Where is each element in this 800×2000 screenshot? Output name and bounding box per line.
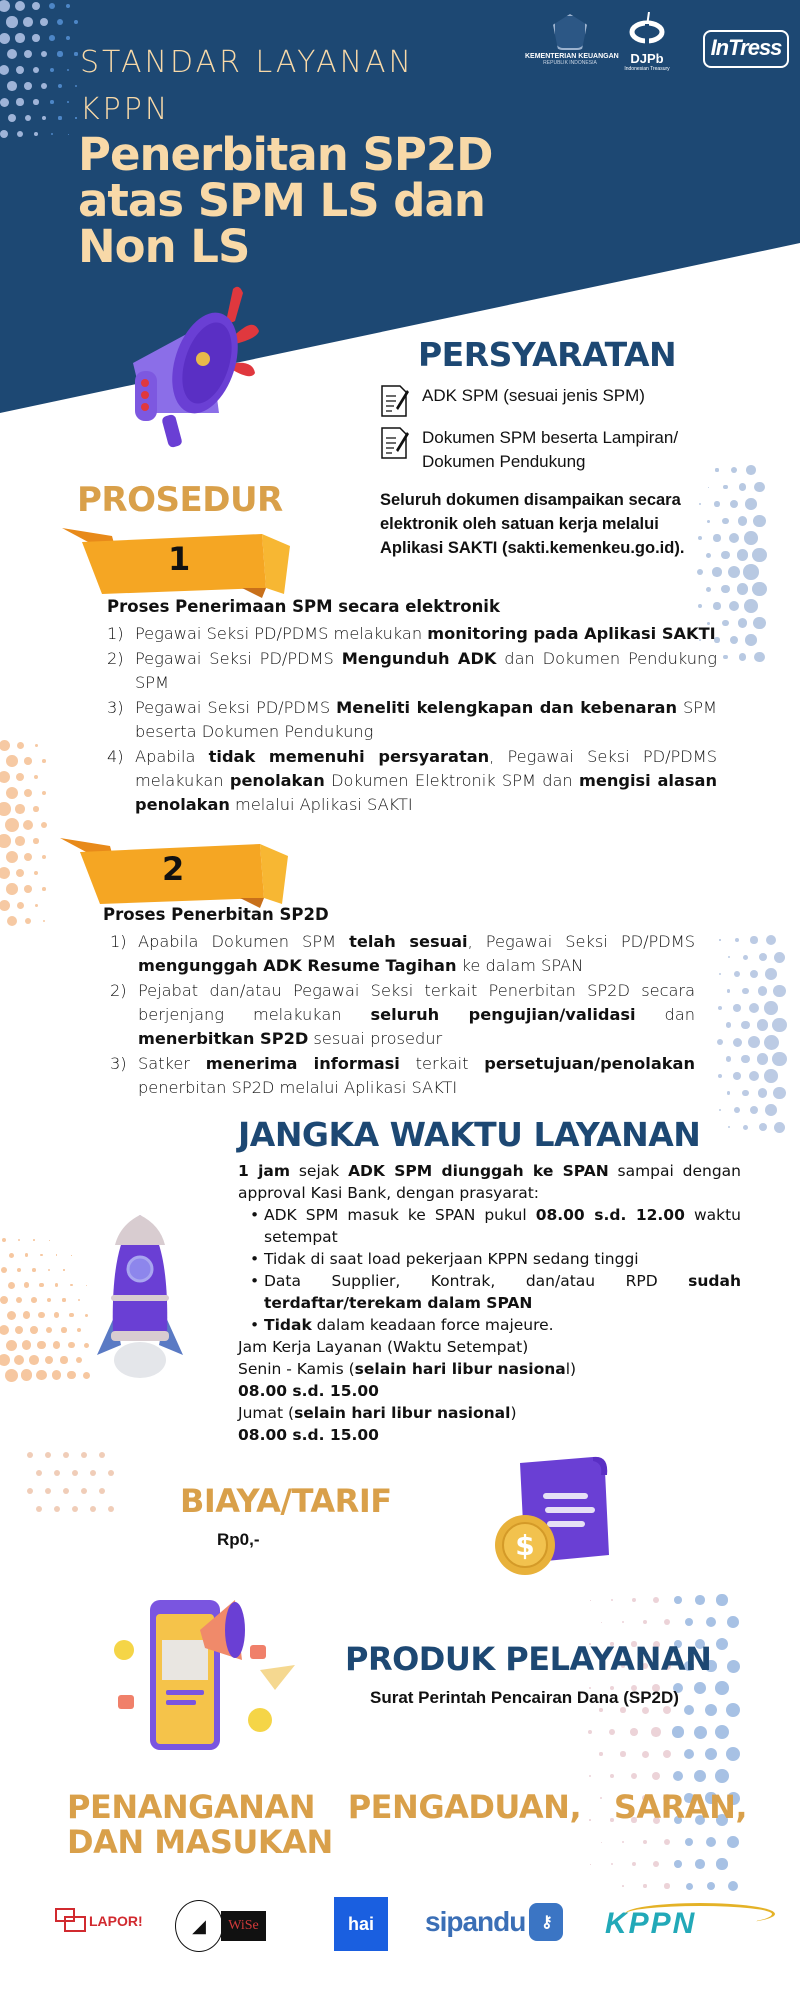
hai-link[interactable]: hai [334, 1897, 388, 1951]
djpb-logo [617, 12, 677, 72]
step-1-number: 1 [168, 540, 191, 578]
kppn-link[interactable] [605, 1907, 696, 1941]
kemenkeu-shield-icon [553, 14, 587, 50]
phone-megaphone-icon [110, 1590, 300, 1750]
wise-link[interactable] [175, 1900, 266, 1952]
lapor-label: LAPOR! [89, 1913, 143, 1929]
document-checklist-icon [380, 426, 410, 460]
persyaratan-item-text-line1: Dokumen SPM beserta Lampiran/ [422, 428, 679, 447]
jangka-waktu-title: JANGKA WAKTU LAYANAN [238, 1115, 701, 1154]
step-1-heading: Proses Penerimaan SPM secara elektronik [107, 597, 500, 616]
schedule-day: Senin - Kamis [238, 1360, 344, 1378]
procedure-item: 2) Pejabat dan/atau Pegawai Seksi terkait Penerbitan SP2D secara berjenjang melakukan seluruh pengujian/validasi dan menerbitkan SP2D sesuai prosedur [110, 981, 695, 1048]
jangka-waktu-prasyarat-list [250, 1204, 741, 1336]
kppn-label: KPPN [605, 1907, 697, 1940]
pengaduan-title: PENANGANAN PENGADUAN, SARAN, DAN MASUKAN [67, 1788, 747, 1861]
schedule-day: Jumat [238, 1404, 284, 1422]
prasyarat-item: • Tidak di saat load pekerjaan KPPN sedang tinggi [250, 1248, 741, 1270]
schedule-note-tail: l [565, 1360, 571, 1378]
schedule-hours: 08.00 s.d. 15.00 [238, 1382, 379, 1400]
procedure-item: 1) Pegawai Seksi PD/PDMS melakukan monitoring pada Aplikasi SAKTI [107, 624, 716, 643]
schedule-row: Senin - Kamis (selain hari libur nasional) [238, 1360, 577, 1378]
schedule-note: selain hari libur nasional [294, 1404, 511, 1422]
procedure-item: 2) Pegawai Seksi PD/PDMS Mengunduh ADK dan Dokumen Pendukung SPM [107, 649, 717, 692]
prasyarat-item: • Data Supplier, Kontrak, dan/atau RPD sudah terdaftar/terekam dalam SPAN [250, 1270, 741, 1314]
sipandu-link[interactable] [425, 1903, 563, 1941]
persyaratan-note: Seluruh dokumen disampaikan secara elektronik oleh satuan kerja melalui Aplikasi SAKTI (sakti.kemenkeu.go.id). [380, 491, 685, 557]
page-title [78, 128, 493, 273]
procedure-item: 4) Apabila tidak memenuhi persyaratan, Pegawai Seksi PD/PDMS melakukan penolakan Dokumen Elektronik SPM dan mengisi alasan penolakan melalui Aplikasi SAKTI [107, 747, 717, 814]
wise-label: WiSe [221, 1911, 266, 1941]
step-1-list [107, 622, 717, 818]
persyaratan-item-text [422, 426, 678, 474]
djpb-logo-text: DJPb [630, 51, 664, 66]
jangka-waktu-intro: 1 jam sejak ADK SPM diunggah ke SPAN sampai dengan approval Kasi Bank, dengan prasyarat: [238, 1162, 742, 1202]
djpb-logo-subtext: Indonesian Treasury [624, 66, 670, 72]
page-title-line3: Non LS [78, 220, 250, 273]
persyaratan-item [380, 384, 645, 418]
page-title-line2: atas SPM LS dan [78, 174, 485, 227]
rocket-icon [85, 1205, 195, 1385]
page-title-line1: Penerbitan SP2D [78, 128, 493, 181]
intress-logo: InTress [703, 30, 789, 68]
lapor-link[interactable] [55, 1907, 143, 1935]
kemenkeu-logo-subtext: REPUBLIK INDONESIA [543, 60, 597, 66]
procedure-item: 3) Pegawai Seksi PD/PDMS Meneliti kelengkapan dan kebenaran SPM beserta Dokumen Pendukung [107, 698, 717, 741]
invoice-coin-icon [485, 1455, 625, 1580]
kemenkeu-logo [525, 14, 619, 66]
persyaratan-title: PERSYARATAN [418, 335, 677, 374]
step-2-number: 2 [162, 850, 185, 888]
kemenkeu-logo-text: KEMENTERIAN KEUANGAN [525, 53, 619, 60]
megaphone-icon [115, 283, 315, 453]
sipandu-label: sipandu [425, 1906, 526, 1937]
kppn-swoosh-icon [625, 1903, 775, 1925]
header-subtitle-line2: KPPN [80, 92, 171, 127]
biaya-value: Rp0,- [217, 1530, 260, 1549]
whistle-icon: ◢ [175, 1900, 223, 1952]
prasyarat-item: • ADK SPM masuk ke SPAN pukul 08.00 s.d. 12.00 waktu setempat [250, 1204, 741, 1248]
procedure-item: 3) Satker menerima informasi terkait persetujuan/penolakan penerbitan SP2D melalui Aplikasi SAKTI [110, 1054, 695, 1097]
procedure-item: 1) Apabila Dokumen SPM telah sesuai, Pegawai Seksi PD/PDMS mengunggah ADK Resume Tagihan ke dalam SPAN [110, 932, 696, 975]
persyaratan-item-text: ADK SPM (sesuai jenis SPM) [422, 386, 645, 405]
prosedur-title: PROSEDUR [77, 480, 283, 520]
schedule-note: selain hari libur nasiona [354, 1360, 566, 1378]
schedule-hours: 08.00 s.d. 15.00 [238, 1426, 379, 1444]
produk-title: PRODUK PELAYANAN [345, 1640, 712, 1678]
persyaratan-item [380, 426, 678, 474]
key-chat-icon: ⚷ [529, 1903, 563, 1941]
prasyarat-item: • Tidak dalam keadaan force majeure. [250, 1314, 741, 1336]
step-2-list [110, 930, 695, 1101]
produk-value: Surat Perintah Pencairan Dana (SP2D) [370, 1688, 679, 1707]
schedule-row: Jumat (selain hari libur nasional) [238, 1404, 517, 1422]
document-checklist-icon [380, 384, 410, 418]
step-2-heading: Proses Penerbitan SP2D [103, 905, 329, 924]
jam-kerja-label: Jam Kerja Layanan (Waktu Setempat) [238, 1338, 529, 1356]
biaya-title: BIAYA/TARIF [180, 1482, 392, 1520]
djpb-mark-icon [627, 12, 667, 46]
persyaratan-item-text-line2: Dokumen Pendukung [422, 452, 586, 471]
jangka-waktu-body [238, 1160, 741, 1446]
chat-bubbles-icon [55, 1907, 89, 1935]
complaint-channels [0, 1895, 800, 1965]
header-subtitle-line1: STANDAR LAYANAN [80, 45, 414, 80]
svg-text:$: $ [515, 1529, 535, 1562]
